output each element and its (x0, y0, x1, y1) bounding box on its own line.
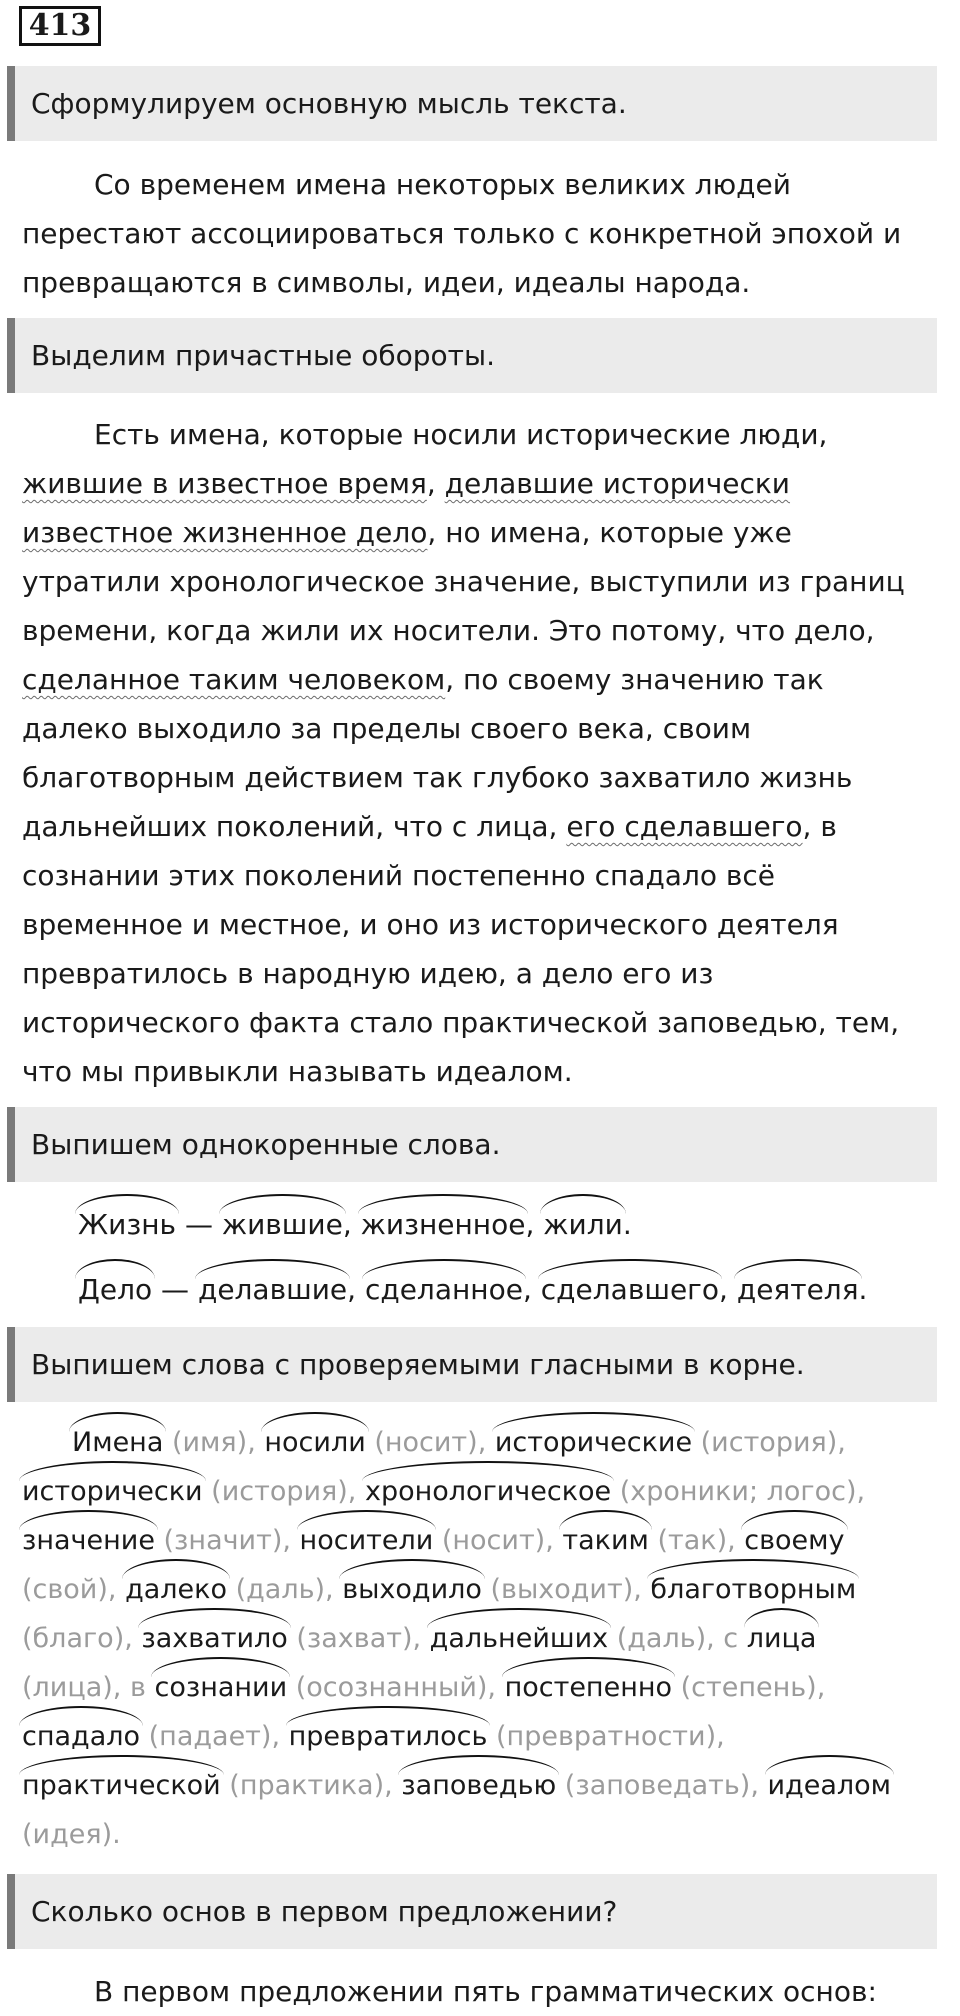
check-word: (история), (202, 1476, 365, 1507)
check-word: (падает), (140, 1721, 289, 1752)
passage-line (22, 459, 942, 508)
check-word: (лица), в (22, 1672, 155, 1703)
check-word: (носит), (433, 1525, 563, 1556)
vowels-line (22, 1810, 942, 1859)
cognate-word: деятеля (737, 1265, 859, 1314)
vowels-line (22, 1663, 942, 1712)
check-word: (так), (648, 1525, 745, 1556)
target-word: идеалом (768, 1761, 892, 1810)
passage-line: времени, когда жили их носители. Это потому, что дело, (22, 614, 875, 647)
cognate-word: жизненное (361, 1200, 526, 1249)
text: — (176, 1208, 222, 1241)
checked-vowels-list (22, 1418, 942, 1859)
cognate-word: сделавшего (541, 1265, 719, 1314)
main-idea-text: Со временем имена некоторых великих людей перестают ассоциироваться только с конкретной эпохой и превращаются в символы, идеи, идеалы народа. (22, 168, 902, 299)
passage-line: Есть имена, которые носили исторические люди, (94, 418, 828, 451)
check-word: (даль), с (608, 1623, 747, 1654)
cognate-word: сделанное (365, 1265, 523, 1314)
target-word: захватило (141, 1614, 287, 1663)
check-word: (хроники; логос), (611, 1476, 866, 1507)
participle-phrase: сделанное таким человеком (22, 663, 446, 696)
target-word: сознании (154, 1663, 287, 1712)
participle-phrase: делавшие исторически (444, 467, 791, 500)
vowels-line (22, 1467, 942, 1516)
target-word: хронологическое (365, 1467, 611, 1516)
target-word: исторически (22, 1467, 203, 1516)
participle-phrase: известное жизненное дело (22, 516, 428, 549)
check-word: (значит), (154, 1525, 300, 1556)
check-word: (носит), (365, 1427, 495, 1458)
section-header-bases: Сколько основ в первом предложении? (7, 1874, 937, 1949)
text: , в (802, 810, 837, 843)
passage-line: что мы привыкли называть идеалом. (22, 1055, 573, 1088)
cognate-word: делавшие (198, 1265, 347, 1314)
root-word: Жизнь (78, 1200, 176, 1249)
root-word: Дело (78, 1265, 152, 1314)
passage-line: превратилось в народную идею, а дело его из (22, 957, 714, 990)
passage-line (22, 508, 942, 557)
target-word: Имена (72, 1418, 163, 1467)
target-word: исторические (495, 1418, 692, 1467)
check-word: (даль), (226, 1574, 343, 1605)
target-word: своему (744, 1516, 844, 1565)
section-header-checked-vowels: Выпишем слова с проверяемыми гласными в корне. (7, 1327, 937, 1402)
check-word: (практика), (220, 1770, 402, 1801)
target-word: носители (300, 1516, 434, 1565)
cognate-word: жили (543, 1200, 623, 1249)
vowels-line (22, 1614, 942, 1663)
check-word: (благо), (22, 1623, 142, 1654)
target-word: носили (264, 1418, 365, 1467)
check-word: (степень), (672, 1672, 826, 1703)
target-word: таким (562, 1516, 649, 1565)
cognates-delo (78, 1265, 867, 1314)
section-header-participles: Выделим причастные обороты. (7, 318, 937, 393)
vowels-line (22, 1418, 942, 1467)
text: , но имена, которые уже (427, 516, 792, 549)
target-word: далеко (125, 1565, 227, 1614)
vowels-line (22, 1565, 942, 1614)
passage-line (22, 802, 942, 851)
section-header-cognates: Выпишем однокоренные слова. (7, 1107, 937, 1182)
text: , (426, 467, 445, 500)
participle-phrase: жившие в известное время (22, 467, 427, 500)
target-word: практической (22, 1761, 221, 1810)
target-word: выходило (342, 1565, 482, 1614)
target-word: дальнейших (430, 1614, 608, 1663)
target-word: превратилось (289, 1712, 488, 1761)
text: дальнейших поколений, что с лица, (22, 810, 567, 843)
vowels-line (22, 1761, 942, 1810)
bases-text: В первом предложении пять грамматических основ: (94, 1975, 877, 2008)
text: , (347, 1273, 365, 1306)
text: , (342, 1208, 361, 1241)
cognates-zhizn (78, 1200, 632, 1249)
passage (22, 410, 942, 1096)
check-word: (захват), (287, 1623, 430, 1654)
text: , по своему значению так (445, 663, 824, 696)
target-word: заповедью (401, 1761, 556, 1810)
text: , (522, 1273, 541, 1306)
check-word: (имя), (163, 1427, 265, 1458)
check-word: (превратности), (487, 1721, 725, 1752)
text: , (525, 1208, 544, 1241)
text: . (858, 1273, 868, 1306)
vowels-line (22, 1712, 942, 1761)
check-word: (свой), (22, 1574, 126, 1605)
target-word: благотворным (650, 1565, 856, 1614)
target-word: лица (747, 1614, 817, 1663)
vowels-line (22, 1516, 942, 1565)
check-word: (история), (692, 1427, 846, 1458)
target-word: значение (22, 1516, 155, 1565)
check-word: (идея). (22, 1819, 121, 1850)
participle-phrase: его сделавшего (566, 810, 803, 843)
target-word: спадало (22, 1712, 140, 1761)
passage-line: благотворным действием так глубоко захватило жизнь (22, 761, 853, 794)
passage-line (22, 655, 942, 704)
check-word: (выходит), (481, 1574, 651, 1605)
target-word: постепенно (505, 1663, 672, 1712)
passage-line: сознании этих поколений постепенно спадало всё (22, 859, 776, 892)
check-word: (осознанный), (287, 1672, 505, 1703)
check-word: (заповедать), (556, 1770, 768, 1801)
passage-line: далеко выходило за пределы своего века, своим (22, 712, 752, 745)
passage-line: временное и местное, и оно из исторического деятеля (22, 908, 839, 941)
passage-line: исторического факта стало практической заповедью, тем, (22, 1006, 900, 1039)
task-number-box: 413 (19, 6, 101, 46)
cognate-word: жившие (222, 1200, 343, 1249)
text: . (622, 1208, 632, 1241)
passage-line: утратили хронологическое значение, выступили из границ (22, 565, 905, 598)
text: , (719, 1273, 737, 1306)
text: — (152, 1273, 198, 1306)
section-header-main-idea: Сформулируем основную мысль текста. (7, 66, 937, 141)
